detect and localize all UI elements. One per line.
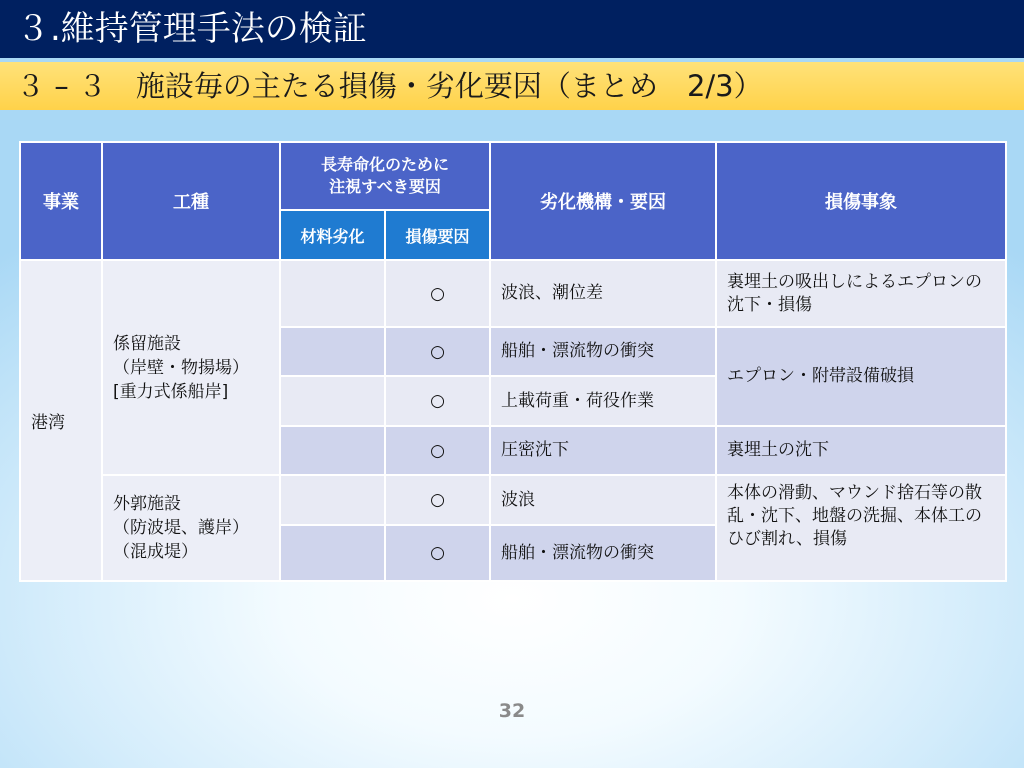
cell-mechanism: 船舶・漂流物の衝突: [490, 327, 716, 376]
cell-mechanism: 波浪: [490, 475, 716, 525]
koshu-outer-line2: （防波堤、護岸）: [113, 518, 249, 538]
header-jigyo: 事業: [20, 142, 102, 260]
cell-phenomenon: [716, 260, 1006, 327]
cell-jigyo: 港湾: [20, 260, 102, 581]
cell-material: [280, 376, 385, 426]
cell-phenomenon: 裏埋土の沈下: [716, 426, 1006, 475]
page-number: 32: [498, 700, 526, 722]
koshu-mooring-line2: （岸壁・物揚場）: [113, 357, 249, 378]
cell-material: [280, 260, 385, 327]
header-attention-factors: [280, 142, 490, 210]
cell-koshu-outer: [102, 475, 280, 581]
header-damage-cause: 損傷要因: [385, 210, 490, 260]
table-row: [20, 260, 1006, 327]
cell-koshu-mooring: [102, 260, 280, 475]
cell-mechanism: 船舶・漂流物の衝突: [490, 525, 716, 581]
phenomenon-1-line1: 裏埋土の吸出しによるエプロンの: [727, 271, 983, 292]
table-row: [20, 475, 1006, 525]
header-koshu: 工種: [102, 142, 280, 260]
header-material: 材料劣化: [280, 210, 385, 260]
cell-material: [280, 327, 385, 376]
koshu-outer-line1: 外郭施設: [113, 494, 181, 514]
phenomenon-4-line1: 本体の滑動、マウンド捨石等の散: [727, 483, 983, 503]
cell-damage-cause: ○: [385, 327, 490, 376]
cell-mechanism: 圧密沈下: [490, 426, 716, 475]
koshu-mooring-line3: [重力式係船岸]: [113, 381, 229, 402]
header-mechanism: 劣化機構・要因: [490, 142, 716, 260]
header-attention-line2: 注視すべき要因: [329, 177, 441, 196]
koshu-outer-line3: （混成堤）: [113, 542, 198, 562]
koshu-mooring-line1: 係留施設: [113, 333, 181, 354]
cell-damage-cause: ○: [385, 475, 490, 525]
cell-mechanism: 波浪、潮位差: [490, 260, 716, 327]
cell-mechanism: 上載荷重・荷役作業: [490, 376, 716, 426]
phenomenon-4-line3: ひび割れ、損傷: [727, 529, 848, 549]
cell-material: [280, 525, 385, 581]
slide-subtitle: ３ – ３ 施設毎の主たる損傷・劣化要因（まとめ 2/3）: [0, 62, 1024, 110]
header-attention-line1: 長寿命化のために: [321, 155, 450, 174]
cell-phenomenon: [716, 475, 1006, 581]
cell-material: [280, 475, 385, 525]
cell-damage-cause: ○: [385, 376, 490, 426]
slide-title: ３.維持管理手法の検証: [0, 0, 1024, 58]
phenomenon-4-line2: 乱・沈下、地盤の洗掘、本体工の: [727, 506, 983, 526]
cell-material: [280, 426, 385, 475]
phenomenon-1-line2: 沈下・損傷: [727, 294, 813, 315]
cell-damage-cause: ○: [385, 525, 490, 581]
cell-damage-cause: ○: [385, 260, 490, 327]
cell-damage-cause: ○: [385, 426, 490, 475]
header-phenomenon: 損傷事象: [716, 142, 1006, 260]
cell-phenomenon: エプロン・附帯設備破損: [716, 327, 1006, 426]
damage-factor-table: [19, 141, 1007, 582]
